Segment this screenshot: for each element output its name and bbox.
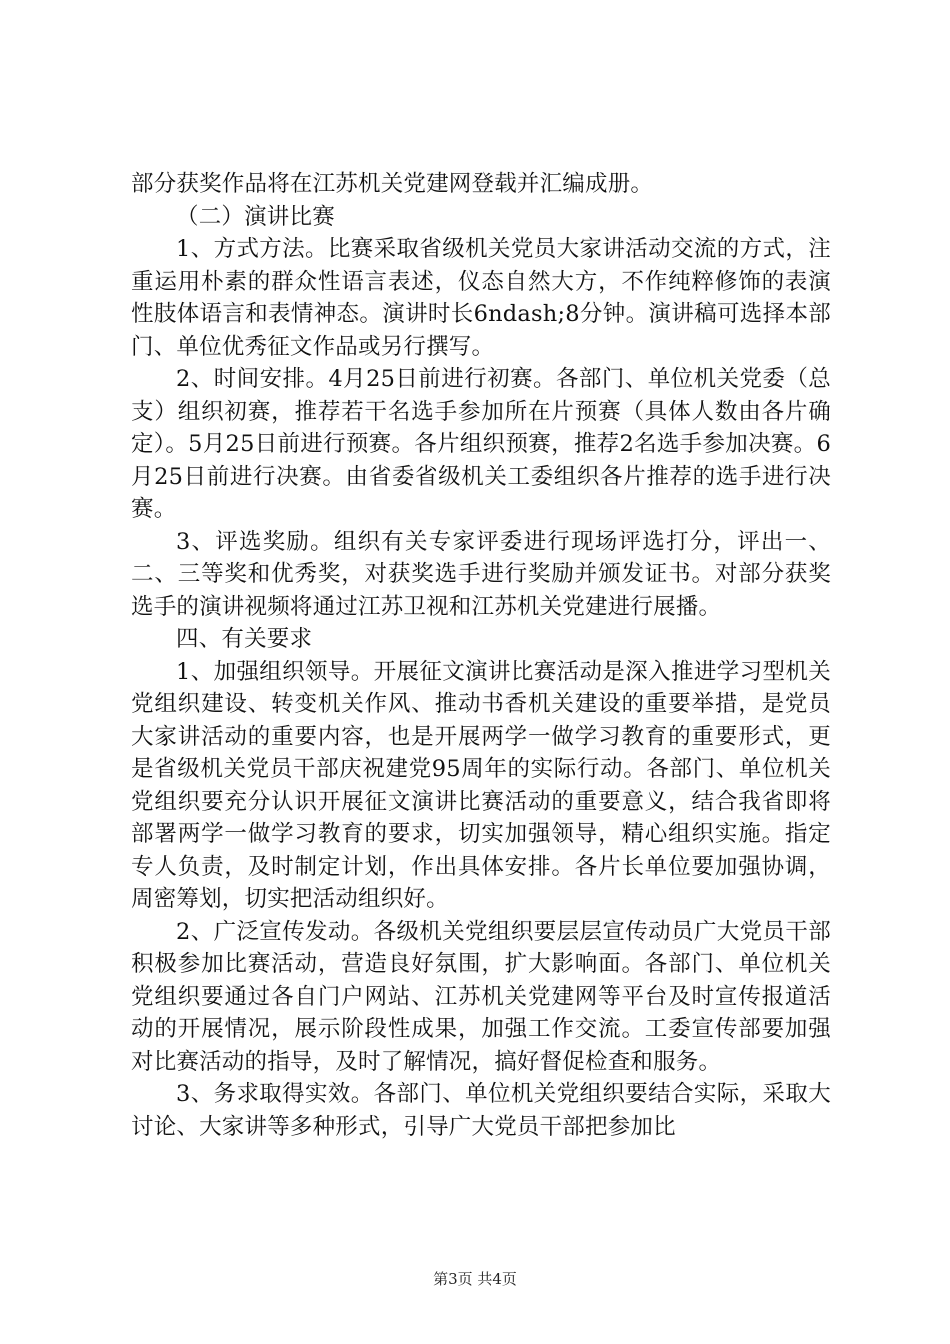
paragraph-method: 1、方式方法。比赛采取省级机关党员大家讲活动交流的方式，注重运用朴素的群众性语言表述，仪态自然大方，不作纯粹修饰的表演性肢体语言和表情神态。演讲时长6ndash;8分钟。演讲稿可选择本部门、单位优秀征文作品或另行撰写。 xyxy=(131,236,831,360)
page-footer: 第3页 共4页 xyxy=(433,1270,517,1288)
paragraph-schedule: 2、时间安排。4月25日前进行初赛。各部门、单位机关党委（总支）组织初赛，推荐若干名选手参加所在片预赛（具体人数由各片确定）。5月25日前进行预赛。各片组织预赛，推荐2名选手参加决赛。6月25日前进行决赛。由省委省级机关工委组织各片推荐的选手进行决赛。 xyxy=(131,366,831,522)
paragraph-leadership: 1、加强组织领导。开展征文演讲比赛活动是深入推进学习型机关党组织建设、转变机关作风、推动书香机关建设的重要举措，是党员大家讲活动的重要内容，也是开展两学一做学习教育的重要形式，更是省级机关党员干部庆祝建党95周年的实际行动。各部门、单位机关党组织要充分认识开展征文演讲比赛活动的重要意义，结合我省即将部署两学一做学习教育的要求，切实加强领导，精心组织实施。指定专人负责，及时制定计划，作出具体安排。各片长单位要加强协调，周密筹划，切实把活动组织好。 xyxy=(131,658,831,912)
section-heading-requirements: 四、有关要求 xyxy=(176,626,313,652)
document-body xyxy=(131,168,831,1143)
paragraph-effectiveness: 3、务求取得实效。各部门、单位机关党组织要结合实际，采取大讨论、大家讲等多种形式，引导广大党员干部把参加比 xyxy=(131,1081,831,1140)
paragraph-awards: 3、评选奖励。组织有关专家评委进行现场评选打分，评出一、二、三等奖和优秀奖，对获奖选手进行奖励并颁发证书。对部分获奖选手的演讲视频将通过江苏卫视和江苏机关党建进行展播。 xyxy=(131,528,831,620)
paragraph-publicity: 2、广泛宣传发动。各级机关党组织要层层宣传动员广大党员干部积极参加比赛活动，营造良好氛围，扩大影响面。各部门、单位机关党组织要通过各自门户网站、江苏机关党建网等平台及时宣传报道活动的开展情况，展示阶段性成果，加强工作交流。工委宣传部要加强对比赛活动的指导，及时了解情况，搞好督促检查和服务。 xyxy=(131,918,831,1075)
paragraph-continuation: 部分获奖作品将在江苏机关党建网登载并汇编成册。 xyxy=(131,171,654,197)
section-heading-speech-contest: （二）演讲比赛 xyxy=(176,203,335,230)
